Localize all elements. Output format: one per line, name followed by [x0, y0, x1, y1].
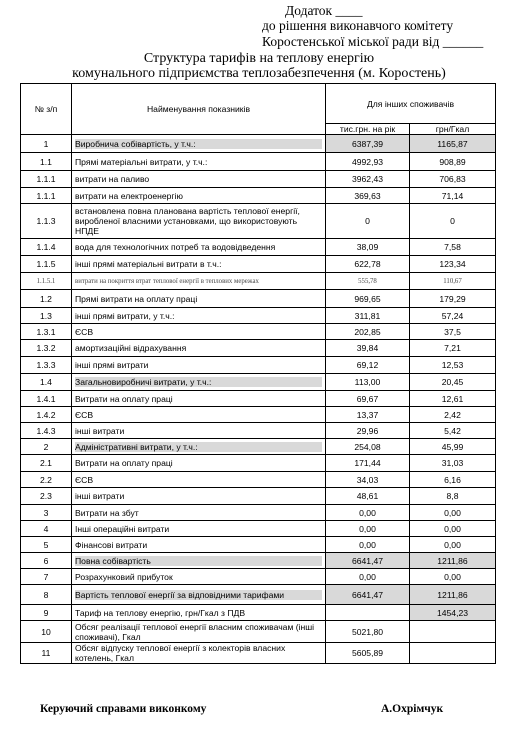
value-thousand-uah: 48,61 [326, 488, 410, 505]
row-indicator-name [72, 273, 326, 290]
row-number: 1.1.4 [21, 239, 72, 256]
value-thousand-uah: 69,12 [326, 357, 410, 374]
indicator-text: Повна собівартість [75, 556, 322, 566]
row-number: 8 [21, 585, 72, 605]
value-thousand-uah: 5605,89 [326, 643, 410, 664]
value-thousand-uah: 369,63 [326, 188, 410, 204]
row-indicator-name [72, 488, 326, 505]
row-indicator-name [72, 308, 326, 324]
value-thousand-uah: 113,00 [326, 374, 410, 391]
value-uah-per-gcal: 908,89 [410, 153, 496, 171]
value-uah-per-gcal: 0,00 [410, 505, 496, 521]
column-header-uah-per-gcal: грн/Гкал [410, 124, 496, 135]
row-number: 1.1.3 [21, 204, 72, 239]
row-number: 1.3.1 [21, 324, 72, 340]
value-thousand-uah: 6641,47 [326, 553, 410, 569]
value-uah-per-gcal: 71,14 [410, 188, 496, 204]
row-indicator-name [72, 135, 326, 153]
row-number: 1.3 [21, 308, 72, 324]
indicator-text: Прямі витрати на оплату праці [75, 293, 198, 304]
table-row [21, 171, 496, 188]
indicator-text: ЄСВ [75, 409, 94, 420]
row-indicator-name [72, 423, 326, 439]
value-thousand-uah: 38,09 [326, 239, 410, 256]
value-uah-per-gcal: 1211,86 [410, 585, 496, 605]
value-uah-per-gcal: 12,53 [410, 357, 496, 374]
indicator-text: Фінансові витрати [75, 539, 148, 550]
row-indicator-name [72, 505, 326, 521]
row-number: 1.1 [21, 153, 72, 171]
table-row [21, 135, 496, 153]
table-row [21, 308, 496, 324]
indicator-text: витрати на покриття втрат теплової енергії в теплових мережах [75, 277, 259, 285]
indicator-text: ЄСВ [75, 326, 94, 337]
value-uah-per-gcal: 179,29 [410, 290, 496, 308]
value-uah-per-gcal: 45,99 [410, 439, 496, 455]
column-header-indicator: Найменування показників [72, 84, 326, 135]
indicator-text: Виробнича собівартість, у т.ч.: [75, 139, 322, 149]
table-row [21, 643, 496, 664]
value-uah-per-gcal: 123,34 [410, 256, 496, 273]
row-indicator-name [72, 439, 326, 455]
indicator-text: вода для технологічних потреб та водовідведення [75, 242, 276, 252]
table-row [21, 239, 496, 256]
value-uah-per-gcal: 57,24 [410, 308, 496, 324]
value-thousand-uah: 0,00 [326, 505, 410, 521]
table-row [21, 605, 496, 621]
row-indicator-name [72, 340, 326, 357]
value-thousand-uah: 13,37 [326, 407, 410, 423]
indicator-text: Розрахунковий прибуток [75, 571, 173, 582]
table-row [21, 204, 496, 239]
value-thousand-uah: 202,85 [326, 324, 410, 340]
row-indicator-name [72, 374, 326, 391]
value-uah-per-gcal: 0,00 [410, 537, 496, 553]
value-thousand-uah: 622,78 [326, 256, 410, 273]
tariff-structure-table [20, 83, 496, 664]
indicator-text: ЄСВ [75, 474, 94, 485]
table-row [21, 407, 496, 423]
value-uah-per-gcal [410, 643, 496, 664]
table-row [21, 488, 496, 505]
row-number: 2.2 [21, 472, 72, 488]
table-row [21, 521, 496, 537]
table-row [21, 537, 496, 553]
value-uah-per-gcal: 31,03 [410, 455, 496, 472]
indicator-text: Загальновиробничі витрати, у т.ч.: [75, 377, 322, 387]
indicator-text: Прямі матеріальні витрати, у т.ч.: [75, 156, 208, 167]
row-indicator-name [72, 537, 326, 553]
row-indicator-name [72, 153, 326, 171]
indicator-text: Тариф на теплову енергію, грн/Гкал з ПДВ [75, 607, 246, 618]
council-reference: Коростенської міської ради від ______ [262, 34, 484, 49]
table-row [21, 324, 496, 340]
table-row [21, 569, 496, 585]
value-uah-per-gcal: 7,21 [410, 340, 496, 357]
row-number: 1.4.2 [21, 407, 72, 423]
row-indicator-name [72, 472, 326, 488]
decision-reference: до рішення виконавчого комітету [262, 18, 454, 33]
value-uah-per-gcal: 20,45 [410, 374, 496, 391]
table-row [21, 505, 496, 521]
column-header-number: № з/п [21, 84, 72, 135]
column-header-other-consumers: Для інших споживачів [326, 84, 496, 124]
value-thousand-uah: 4992,93 [326, 153, 410, 171]
indicator-text: Вартість теплової енергії за відповідними тарифами [75, 590, 322, 600]
row-number: 5 [21, 537, 72, 553]
row-indicator-name [72, 585, 326, 605]
row-number: 1.3.2 [21, 340, 72, 357]
indicator-text: Витрати на збут [75, 507, 139, 518]
indicator-text: встановлена повна планована вартість теплової енергії, виробленої власними установками, що використовують НПДЕ [75, 206, 300, 236]
table-row [21, 423, 496, 439]
indicator-text: Обсяг реалізації теплової енергії власним споживачам (інші споживачі), Гкал [75, 621, 315, 642]
row-indicator-name [72, 643, 326, 664]
row-number: 1.4.3 [21, 423, 72, 439]
value-thousand-uah: 5021,80 [326, 621, 410, 643]
value-uah-per-gcal: 1454,23 [410, 605, 496, 621]
row-indicator-name [72, 521, 326, 537]
row-indicator-name [72, 621, 326, 643]
indicator-text: інші витрати [75, 425, 125, 436]
value-uah-per-gcal: 110,67 [410, 273, 496, 290]
table-row [21, 472, 496, 488]
indicator-text: амортизаційні відрахування [75, 343, 187, 353]
value-thousand-uah: 0,00 [326, 537, 410, 553]
table-row [21, 256, 496, 273]
row-indicator-name [72, 290, 326, 308]
row-indicator-name [72, 407, 326, 423]
table-row [21, 188, 496, 204]
row-number: 1.3.3 [21, 357, 72, 374]
value-thousand-uah: 39,84 [326, 340, 410, 357]
row-number: 10 [21, 621, 72, 643]
indicator-text: інші прямі витрати [75, 360, 149, 370]
row-number: 2.1 [21, 455, 72, 472]
row-number: 1.1.5.1 [21, 273, 72, 290]
value-uah-per-gcal: 0 [410, 204, 496, 239]
document-title-line1: Структура тарифів на теплову енергію [143, 51, 375, 66]
value-thousand-uah: 969,65 [326, 290, 410, 308]
row-number: 4 [21, 521, 72, 537]
row-indicator-name [72, 357, 326, 374]
row-number: 1 [21, 135, 72, 153]
value-thousand-uah: 34,03 [326, 472, 410, 488]
value-thousand-uah: 311,81 [326, 308, 410, 324]
value-thousand-uah: 3962,43 [326, 171, 410, 188]
indicator-text: Інші операційні витрати [75, 523, 170, 534]
value-uah-per-gcal [410, 621, 496, 643]
row-number: 1.1.5 [21, 256, 72, 273]
value-thousand-uah: 254,08 [326, 439, 410, 455]
table-row [21, 621, 496, 643]
value-uah-per-gcal: 706,83 [410, 171, 496, 188]
indicator-text: витрати на електроенергію [75, 190, 183, 201]
document-title-line2: комунального підприємства теплозабезпечення (м. Коростень) [72, 66, 446, 81]
indicator-text: Адміністративні витрати, у т.ч.: [75, 442, 322, 452]
value-uah-per-gcal: 6,16 [410, 472, 496, 488]
indicator-text: Обсяг відпуску теплової енергії з колекторів власних котелень, Гкал [75, 643, 286, 663]
value-thousand-uah: 29,96 [326, 423, 410, 439]
table-row [21, 340, 496, 357]
signatory-name: А.Охрімчук [381, 703, 444, 715]
indicator-text: інші витрати [75, 491, 125, 501]
row-number: 9 [21, 605, 72, 621]
value-thousand-uah: 69,67 [326, 391, 410, 407]
row-number: 3 [21, 505, 72, 521]
row-indicator-name [72, 171, 326, 188]
value-uah-per-gcal: 2,42 [410, 407, 496, 423]
row-number: 1.1.1 [21, 171, 72, 188]
indicator-text: інші прямі витрати, у т.ч.: [75, 310, 175, 321]
value-uah-per-gcal: 1211,86 [410, 553, 496, 569]
value-uah-per-gcal: 37,5 [410, 324, 496, 340]
table-row [21, 290, 496, 308]
table-row [21, 585, 496, 605]
table-row [21, 273, 496, 290]
value-thousand-uah: 0 [326, 204, 410, 239]
row-indicator-name [72, 569, 326, 585]
table-row [21, 374, 496, 391]
indicator-text: Витрати на оплату праці [75, 458, 173, 468]
table-row [21, 391, 496, 407]
row-number: 1.4 [21, 374, 72, 391]
value-uah-per-gcal: 7,58 [410, 239, 496, 256]
value-thousand-uah: 0,00 [326, 569, 410, 585]
value-thousand-uah: 555,78 [326, 273, 410, 290]
row-number: 11 [21, 643, 72, 664]
value-uah-per-gcal: 8,8 [410, 488, 496, 505]
value-uah-per-gcal: 1165,87 [410, 135, 496, 153]
appendix-label: Додаток ____ [285, 3, 363, 18]
row-indicator-name [72, 239, 326, 256]
indicator-text: витрати на паливо [75, 174, 150, 184]
row-indicator-name [72, 391, 326, 407]
row-indicator-name [72, 553, 326, 569]
table-row [21, 153, 496, 171]
column-header-thousand-uah: тис.грн. на рік [326, 124, 410, 135]
signatory-position: Керуючий справами виконкому [40, 703, 207, 715]
value-thousand-uah [326, 605, 410, 621]
value-uah-per-gcal: 5,42 [410, 423, 496, 439]
row-number: 1.2 [21, 290, 72, 308]
value-thousand-uah: 171,44 [326, 455, 410, 472]
row-number: 7 [21, 569, 72, 585]
row-indicator-name [72, 188, 326, 204]
row-indicator-name [72, 256, 326, 273]
row-number: 2.3 [21, 488, 72, 505]
row-number: 1.4.1 [21, 391, 72, 407]
value-thousand-uah: 6641,47 [326, 585, 410, 605]
table-row [21, 553, 496, 569]
table-row [21, 357, 496, 374]
indicator-text: Витрати на оплату праці [75, 393, 173, 404]
value-uah-per-gcal: 12,61 [410, 391, 496, 407]
table-row [21, 439, 496, 455]
row-number: 1.1.1 [21, 188, 72, 204]
row-number: 2 [21, 439, 72, 455]
indicator-text: інші прямі матеріальні витрати в т.ч.: [75, 259, 222, 269]
table-row [21, 455, 496, 472]
value-uah-per-gcal: 0,00 [410, 521, 496, 537]
row-indicator-name [72, 605, 326, 621]
row-indicator-name [72, 204, 326, 239]
value-uah-per-gcal: 0,00 [410, 569, 496, 585]
row-number: 6 [21, 553, 72, 569]
value-thousand-uah: 6387,39 [326, 135, 410, 153]
row-indicator-name [72, 455, 326, 472]
value-thousand-uah: 0,00 [326, 521, 410, 537]
row-indicator-name [72, 324, 326, 340]
